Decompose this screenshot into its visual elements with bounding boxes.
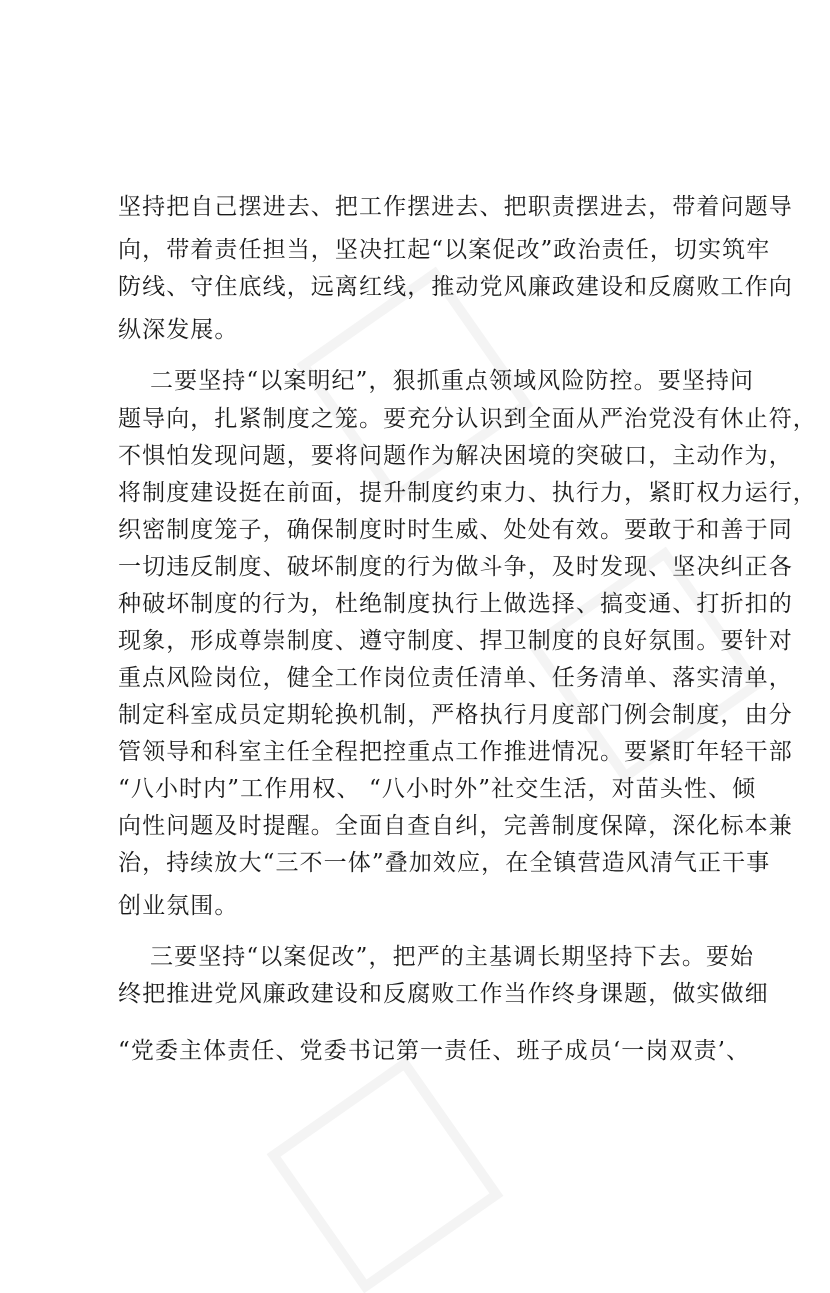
body-line: 管领导和科室主任全程把控重点工作推进情况。要紧盯年轻干部 <box>118 739 793 765</box>
body-line: 创业氛围。 <box>118 893 239 919</box>
body-line: 织密制度笼子，确保制度时时生威、处处有效。要敢于和善于同 <box>118 517 793 543</box>
body-line: 纵深发展。 <box>118 317 239 343</box>
body-line: 不惧怕发现问题，要将问题作为解决困境的突破口，主动作为， <box>118 443 793 469</box>
body-line: 种破坏制度的行为，杜绝制度执行上做选择、搞变通、打折扣的 <box>118 591 793 617</box>
body-line: 向，带着责任担当，坚决扛起“以案促改”政治责任，切实筑牢 <box>118 237 771 263</box>
body-line: 现象，形成尊崇制度、遵守制度、捍卫制度的良好氛围。要针对 <box>118 628 793 654</box>
body-line: “党委主体责任、党委书记第一责任、班子成员‘一岗双责’、 <box>118 1038 751 1064</box>
body-line: “八小时内”工作用权、 “八小时外”社交生活，对苗头性、倾 <box>118 776 757 802</box>
paragraph-start-line: 二要坚持“以案明纪”，狠抓重点领域风险防控。要坚持问 <box>150 368 755 394</box>
paragraph-start-line: 三要坚持“以案促改”，把严的主基调长期坚持下去。要始 <box>150 944 755 970</box>
body-line: 终把推进党风廉政建设和反腐败工作当作终身课题，做实做细 <box>118 981 769 1007</box>
body-line: 防线、守住底线，远离红线，推动党风廉政建设和反腐败工作向 <box>118 274 793 300</box>
body-line: 治，持续放大“三不一体”叠加效应，在全镇营造风清气正干事 <box>118 850 771 876</box>
body-line: 重点风险岗位，健全工作岗位责任清单、任务清单、落实清单， <box>118 665 793 691</box>
body-line: 向性问题及时提醒。全面自查自纠，完善制度保障，深化标本兼 <box>118 813 793 839</box>
watermark-logo <box>267 1057 504 1293</box>
body-line: 制定科室成员定期轮换机制，严格执行月度部门例会制度，由分 <box>118 702 793 728</box>
body-line: 坚持把自己摆进去、把工作摆进去、把职责摆进去，带着问题导 <box>118 194 793 220</box>
body-line: 题导向，扎紧制度之笼。要充分认识到全面从严治党没有休止符， <box>118 406 817 432</box>
body-line: 一切违反制度、破坏制度的行为做斗争，及时发现、坚决纠正各 <box>118 554 793 580</box>
body-line: 将制度建设挺在前面，提升制度约束力、执行力，紧盯权力运行， <box>118 480 817 506</box>
